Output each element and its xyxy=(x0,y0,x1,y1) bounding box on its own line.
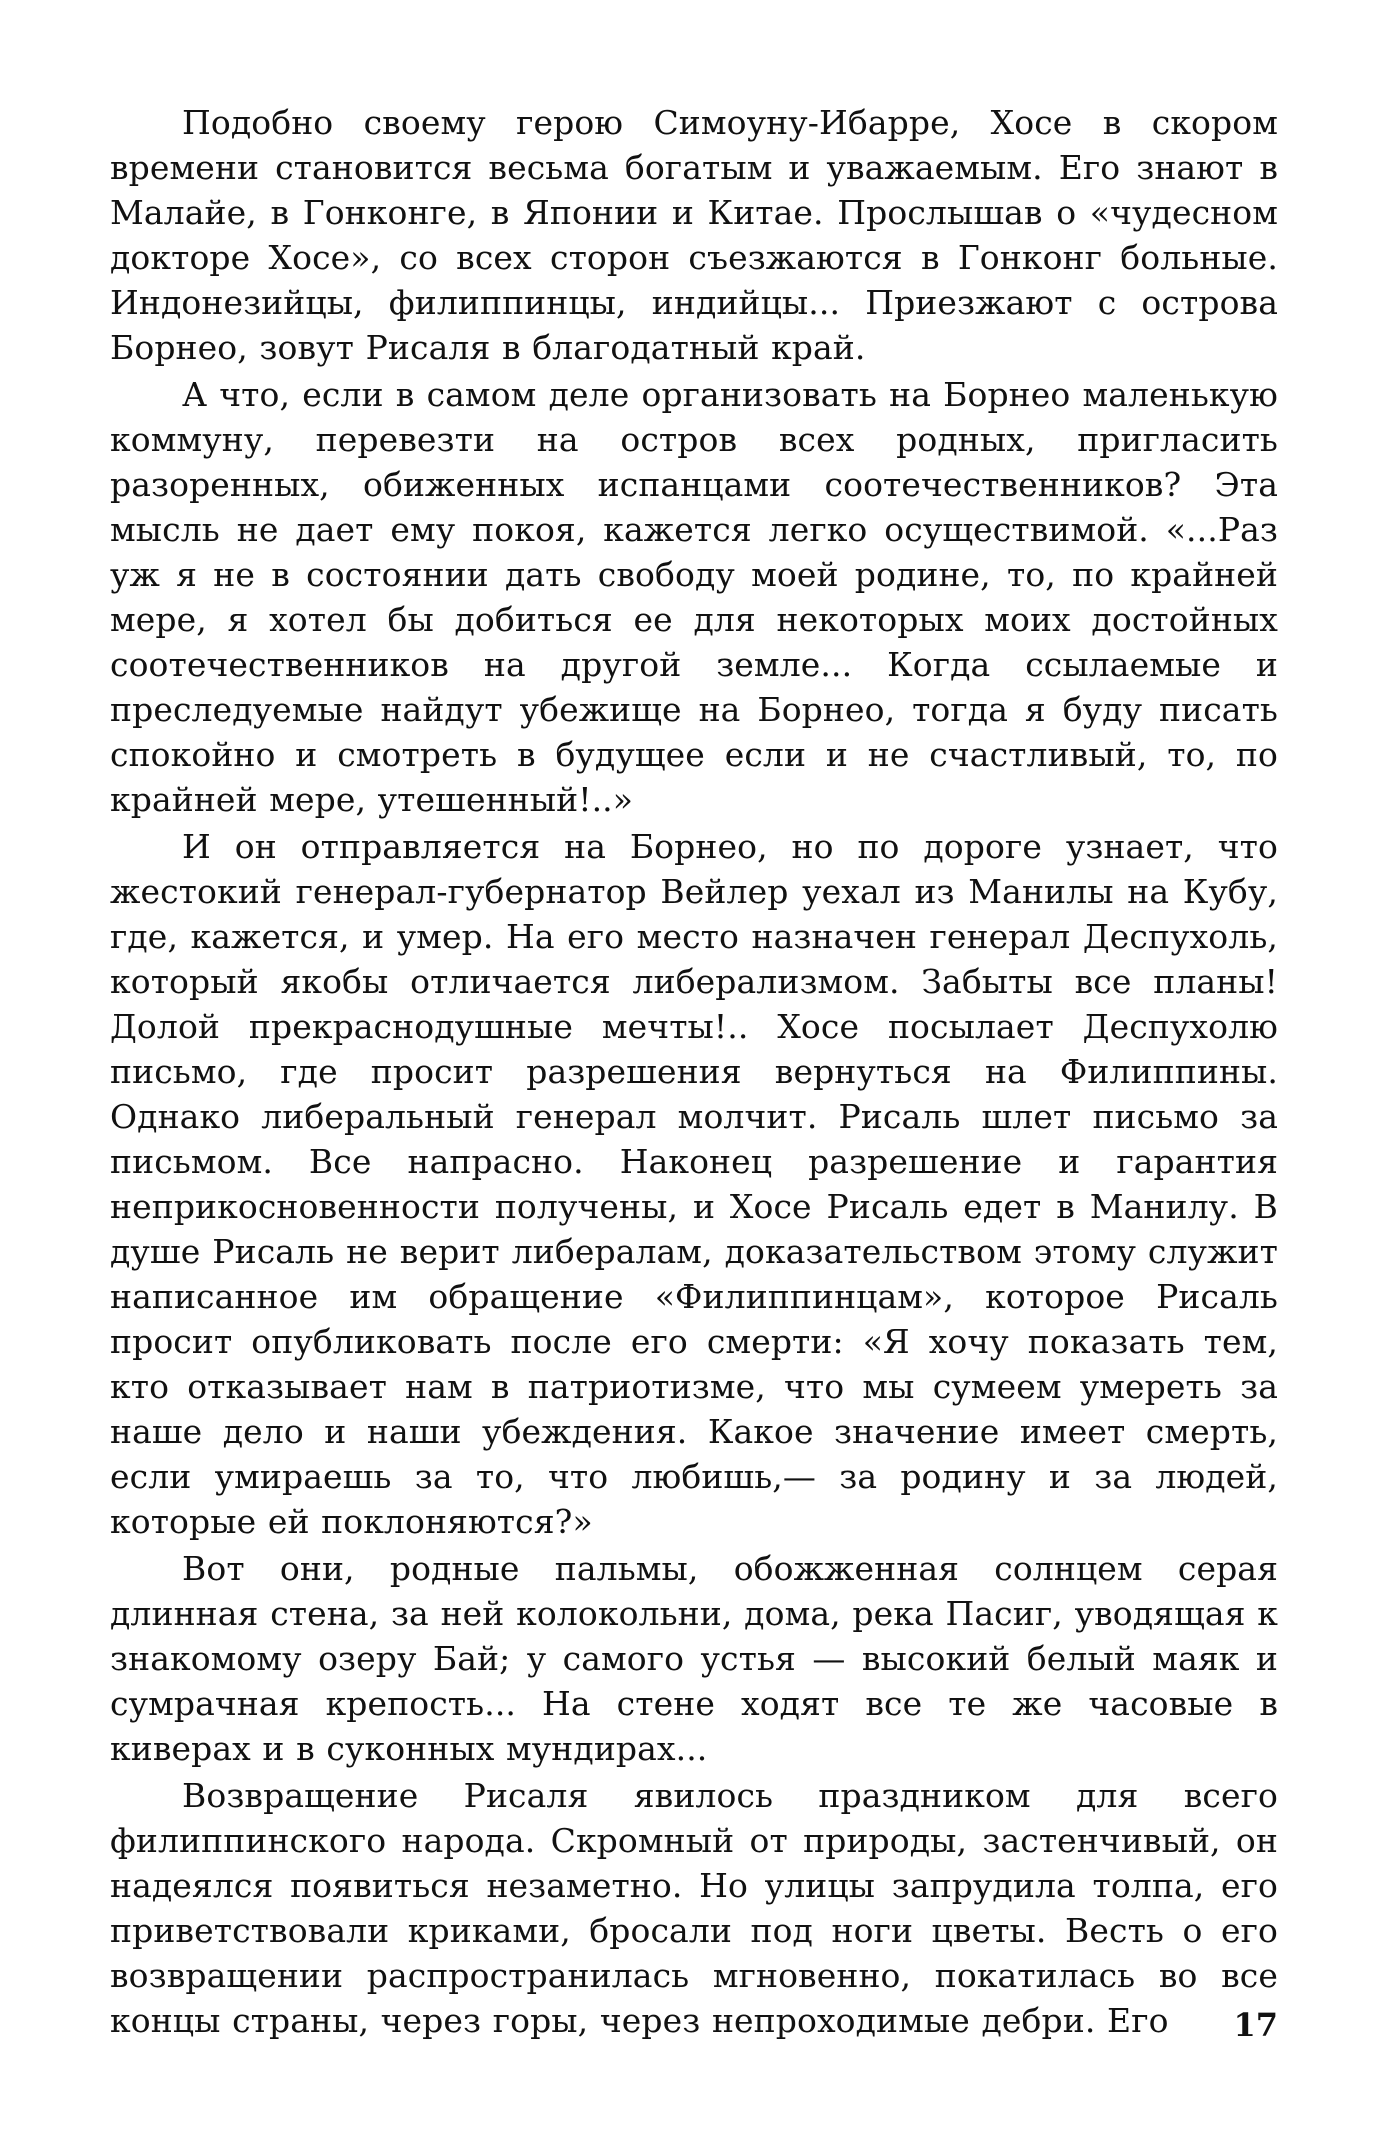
paragraph-5: Возвращение Рисаля явилось праздником для всего филиппинского народа. Скромный от природы, застенчивый, он надеялся появиться незаметно. Но улицы запрудила толпа, его приветствовали криками, бросали под ноги цветы. Весть о его возвращении распространилась мгновенно, покатилась во все концы страны, через горы, через непроходимые дебри. Его xyxy=(110,1776,1278,2040)
page-body xyxy=(110,100,1278,2043)
paragraph-1: Подобно своему герою Симоуну-Ибарре, Хосе в скором времени становится весьма богатым и уважаемым. Его знают в Малайе, в Гонконге, в Японии и Китае. Прослышав о «чудесном докторе Хосе», со всех сторон съезжаются в Гонконг больные. Индонезийцы, филиппинцы, индийцы... Приезжают с острова Борнео, зовут Рисаля в благодатный край. xyxy=(110,103,1278,367)
paragraph-4: Вот они, родные пальмы, обожженная солнцем серая длинная стена, за ней колокольни, дома, река Пасиг, уводящая к знакомому озеру Бай; у самого устья — высокий белый маяк и сумрачная крепость... На стене ходят все те же часовые в киверах и в суконных мундирах... xyxy=(110,1549,1278,1768)
paragraph-2: А что, если в самом деле организовать на Борнео маленькую коммуну, перевезти на остров всех родных, пригласить разоренных, обиженных испанцами соотечественников? Эта мысль не дает ему покоя, кажется легко осуществимой. «...Раз уж я не в состоянии дать свободу моей родине, то, по крайней мере, я хотел бы добиться ее для некоторых моих достойных соотечественников на другой земле... Когда ссылаемые и преследуемые найдут убежище на Борнео, тогда я буду писать спокойно и смотреть в будущее если и не счастливый, то, по крайней мере, утешенный!..» xyxy=(110,375,1278,819)
page-number: 17 xyxy=(1233,2006,1278,2044)
paragraph-3: И он отправляется на Борнео, но по дороге узнает, что жестокий генерал-губернатор Вейлер уехал из Манилы на Кубу, где, кажется, и умер. На его место назначен генерал Деспухоль, который якобы отличается либерализмом. Забыты все планы! Долой прекраснодушные мечты!.. Хосе посылает Деспухолю письмо, где просит разрешения вернуться на Филиппины. Однако либеральный генерал молчит. Рисаль шлет письмо за письмом. Все напрасно. Наконец разрешение и гарантия неприкосновенности получены, и Хосе Рисаль едет в Манилу. В душе Рисаль не верит либералам, доказательством этому служит написанное им обращение «Филиппинцам», которое Рисаль просит опубликовать после его смерти: «Я хочу показать тем, кто отказывает нам в патриотизме, что мы сумеем умереть за наше дело и наши убеждения. Какое значение имеет смерть, если умираешь за то, что любишь,— за родину и за людей, которые ей поклоняются?» xyxy=(110,827,1278,1541)
